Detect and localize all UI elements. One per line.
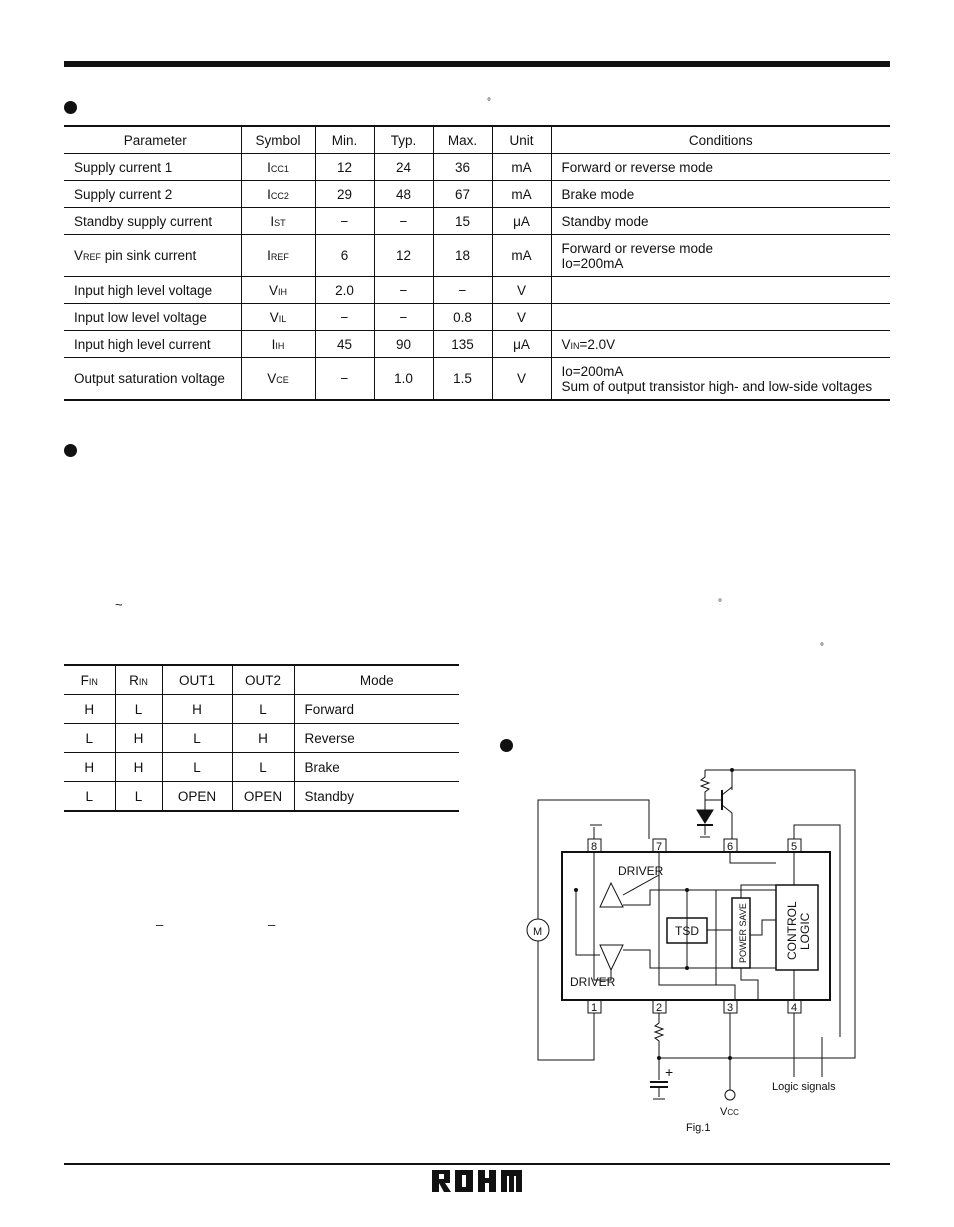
vcc-terminal [725,1090,735,1100]
dash-mark: – [156,917,164,932]
symbol-cell: VCE [241,358,315,401]
rin-cell: H [115,724,162,753]
param-cell: VREF pin sink current [64,235,241,277]
table-row [64,304,890,331]
max-cell: 67 [433,181,492,208]
wire [594,852,611,980]
out1-cell: L [162,753,232,782]
max-cell: 135 [433,331,492,358]
wire [730,852,776,863]
max-cell: − [433,277,492,304]
wire [576,890,600,955]
vcc-label: VCC [720,1106,739,1118]
out2-cell: L [232,695,294,724]
table-row [64,753,459,782]
driver-top-triangle [600,883,623,907]
param-cell: Input high level current [64,331,241,358]
unit-cell: mA [492,235,551,277]
table-header-row [64,665,459,695]
mode-cell: Standby [294,782,459,812]
wire [741,968,758,1000]
driver-bottom-label: DRIVER [570,975,616,989]
out2-cell: L [232,753,294,782]
symbol-cell: ICC1 [241,154,315,181]
table-row [64,154,890,181]
conditions-cell: Io=200mA Sum of output transistor high- and low-side voltages [551,358,890,401]
mode-cell: Forward [294,695,459,724]
pin-label: 7 [656,841,663,853]
symbol-cell: IREF [241,235,315,277]
junction-dot [685,966,689,970]
max-cell: 15 [433,208,492,235]
resistor [701,770,722,800]
typ-cell: − [374,304,433,331]
mode-cell: Brake [294,753,459,782]
param-cell: Supply current 2 [64,181,241,208]
param-cell: Input low level voltage [64,304,241,331]
conditions-cell: VIN=2.0V [551,331,890,358]
transistor-emitter [722,805,732,813]
param-cell: Input high level voltage [64,277,241,304]
header-symbol: Symbol [241,126,315,154]
junction-dot [574,888,578,892]
wire [750,920,776,935]
typ-cell: 48 [374,181,433,208]
table-row [64,208,890,235]
table-row [64,695,459,724]
unit-cell: V [492,358,551,401]
junction-dot [685,888,689,892]
transistor-collector [722,787,732,795]
conditions-cell: Forward or reverse mode Io=200mA [551,235,890,277]
rohm-logo [432,1170,522,1192]
min-cell: 29 [315,181,374,208]
symbol-cell: VIH [241,277,315,304]
max-cell: 18 [433,235,492,277]
bottom-rule [64,1163,890,1165]
unit-cell: mA [492,181,551,208]
min-cell: 6 [315,235,374,277]
mode-cell: Reverse [294,724,459,753]
top-rule [64,61,890,67]
header-parameter: Parameter [64,126,241,154]
header-typ: Typ. [374,126,433,154]
motor-label: M [533,926,543,938]
header-max: Max. [433,126,492,154]
conditions-cell [551,277,890,304]
resistor [655,1013,663,1058]
symbol-cell: ICC2 [241,181,315,208]
symbol-cell: IST [241,208,315,235]
rin-cell: H [115,753,162,782]
header-mode: Mode [294,665,459,695]
fin-cell: L [85,788,93,804]
typ-cell: 24 [374,154,433,181]
wire [623,950,776,968]
wire [623,890,776,905]
dash-mark: – [268,917,276,932]
pin-label: 3 [727,1002,734,1014]
logic-signals-label: Logic signals [772,1081,836,1093]
table-header-row [64,126,890,154]
out2-cell: H [232,724,294,753]
param-cell: Standby supply current [64,208,241,235]
diode-triangle [697,810,713,823]
pin-label: 4 [791,1002,798,1014]
table-row [64,235,890,277]
pin-label: 8 [591,841,598,853]
symbol-cell: IIH [241,331,315,358]
unit-cell: μA [492,331,551,358]
rin-cell: L [115,782,162,812]
param-cell: Supply current 1 [64,154,241,181]
table-row [64,724,459,753]
symbol-cell: VIL [241,304,315,331]
degree-mark: ° [820,642,824,653]
degree-mark: ° [718,598,722,609]
wire [741,885,776,898]
conditions-cell: Brake mode [551,181,890,208]
unit-cell: μA [492,208,551,235]
max-cell: 0.8 [433,304,492,331]
rin-cell: L [115,695,162,724]
power-save-label: POWER SAVE [738,903,748,963]
typ-cell: 12 [374,235,433,277]
max-cell: 36 [433,154,492,181]
header-fin: FIN [64,665,115,695]
table-row [64,181,890,208]
conditions-cell [551,304,890,331]
header-conditions: Conditions [551,126,890,154]
degree-mark: ° [487,97,491,108]
control-label: CONTROL [785,901,799,960]
tsd-label: TSD [675,924,699,938]
table-row [64,358,890,401]
typ-cell: 1.0 [374,358,433,401]
table-row [64,331,890,358]
unit-cell: V [492,277,551,304]
conditions-cell: Standby mode [551,208,890,235]
capacitor-plus-label: + [665,1064,674,1080]
pin-label: 2 [656,1002,663,1014]
typ-cell: 90 [374,331,433,358]
typ-cell: − [374,277,433,304]
pin-label: 5 [791,841,798,853]
driver-top-label: DRIVER [618,864,664,878]
block-diagram [500,755,880,1140]
header-min: Min. [315,126,374,154]
logic-label: LOGIC [798,912,812,950]
unit-cell: V [492,304,551,331]
conditions-cell: Forward or reverse mode [551,154,890,181]
min-cell: 2.0 [315,277,374,304]
out2-cell: OPEN [232,782,294,812]
driver-bottom-triangle [600,945,623,970]
fin-cell: L [64,724,115,753]
pin-label: 6 [727,841,734,853]
electrical-characteristics-table [64,125,890,401]
section-bullet-block-diagram [500,739,513,752]
junction-dot [657,1056,661,1060]
out1-cell: H [162,695,232,724]
pin-label: 1 [591,1002,598,1014]
figure-caption: Fig.1 [686,1122,711,1134]
param-cell: Output saturation voltage [74,371,225,386]
junction-dot [730,768,734,772]
header-rin: RIN [115,665,162,695]
min-cell: − [315,208,374,235]
out1-cell: L [162,724,232,753]
header-unit: Unit [492,126,551,154]
header-out2: OUT2 [232,665,294,695]
max-cell: 1.5 [433,358,492,401]
tilde-mark: ~ [115,597,123,612]
min-cell: − [315,358,374,401]
junction-dot [728,1056,732,1060]
fin-cell: H [64,695,115,724]
section-bullet-electrical [64,101,77,114]
min-cell: 45 [315,331,374,358]
wire [660,770,855,1058]
section-bullet-description [64,444,77,457]
logic-truth-table [64,664,459,812]
min-cell: − [315,304,374,331]
fin-cell: H [64,753,115,782]
header-out1: OUT1 [162,665,232,695]
unit-cell: mA [492,154,551,181]
table-row [64,277,890,304]
typ-cell: − [374,208,433,235]
min-cell: 12 [315,154,374,181]
out1-cell: OPEN [162,782,232,812]
table-row [64,782,459,812]
